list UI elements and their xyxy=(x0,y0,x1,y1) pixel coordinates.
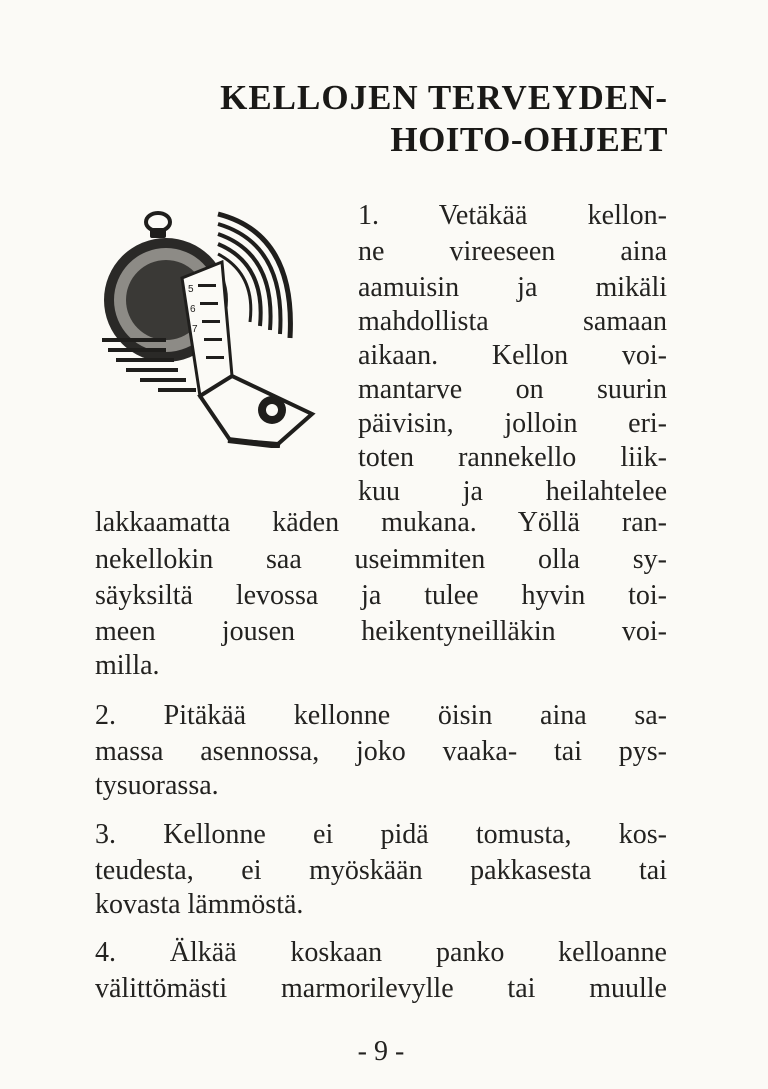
text-line: mantarve on suurin xyxy=(358,374,667,405)
page-title-line-1: KELLOJEN TERVEYDEN- xyxy=(220,78,668,117)
text-line: ne vireeseen aina xyxy=(358,236,667,267)
text-line: 1. Vetäkää kellon- xyxy=(358,200,667,231)
text-line: säyksiltä levossa ja tulee hyvin toi- xyxy=(95,580,667,611)
page-number: - 9 - xyxy=(357,1036,405,1067)
text-line: kuu ja heilahtelee xyxy=(358,476,667,507)
text-line: mahdollista samaan xyxy=(358,306,667,337)
page-title-line-2: HOITO-OHJEET xyxy=(390,120,668,159)
pocket-watch-with-winding-key-icon xyxy=(100,208,330,448)
text-line: 3. Kellonne ei pidä tomusta, kos- xyxy=(95,819,667,850)
text-line: teudesta, ei myöskään pakkasesta tai xyxy=(95,855,667,886)
text-line: aamuisin ja mikäli xyxy=(358,272,667,303)
text-line: massa asennossa, joko vaaka- tai pys- xyxy=(95,736,667,767)
text-line: aikaan. Kellon voi- xyxy=(358,340,667,371)
text-line: 2. Pitäkää kellonne öisin aina sa- xyxy=(95,700,667,731)
text-line: 4. Älkää koskaan panko kelloanne xyxy=(95,937,667,968)
text-line: tysuorassa. xyxy=(95,770,219,801)
text-line: päivisin, jolloin eri- xyxy=(358,408,667,439)
text-line: kovasta lämmöstä. xyxy=(95,889,304,920)
text-line: toten rannekello liik- xyxy=(358,442,667,473)
text-line: lakkaamatta käden mukana. Yöllä ran- xyxy=(95,507,667,538)
text-line: nekellokin saa useimmiten olla sy- xyxy=(95,544,667,575)
svg-text:5: 5 xyxy=(188,284,194,295)
svg-text:7: 7 xyxy=(192,324,198,335)
text-line: milla. xyxy=(95,650,160,681)
text-line: meen jousen heikentyneilläkin voi- xyxy=(95,616,667,647)
svg-text:6: 6 xyxy=(190,304,196,315)
text-line: välittömästi marmorilevylle tai muulle xyxy=(95,973,667,1004)
